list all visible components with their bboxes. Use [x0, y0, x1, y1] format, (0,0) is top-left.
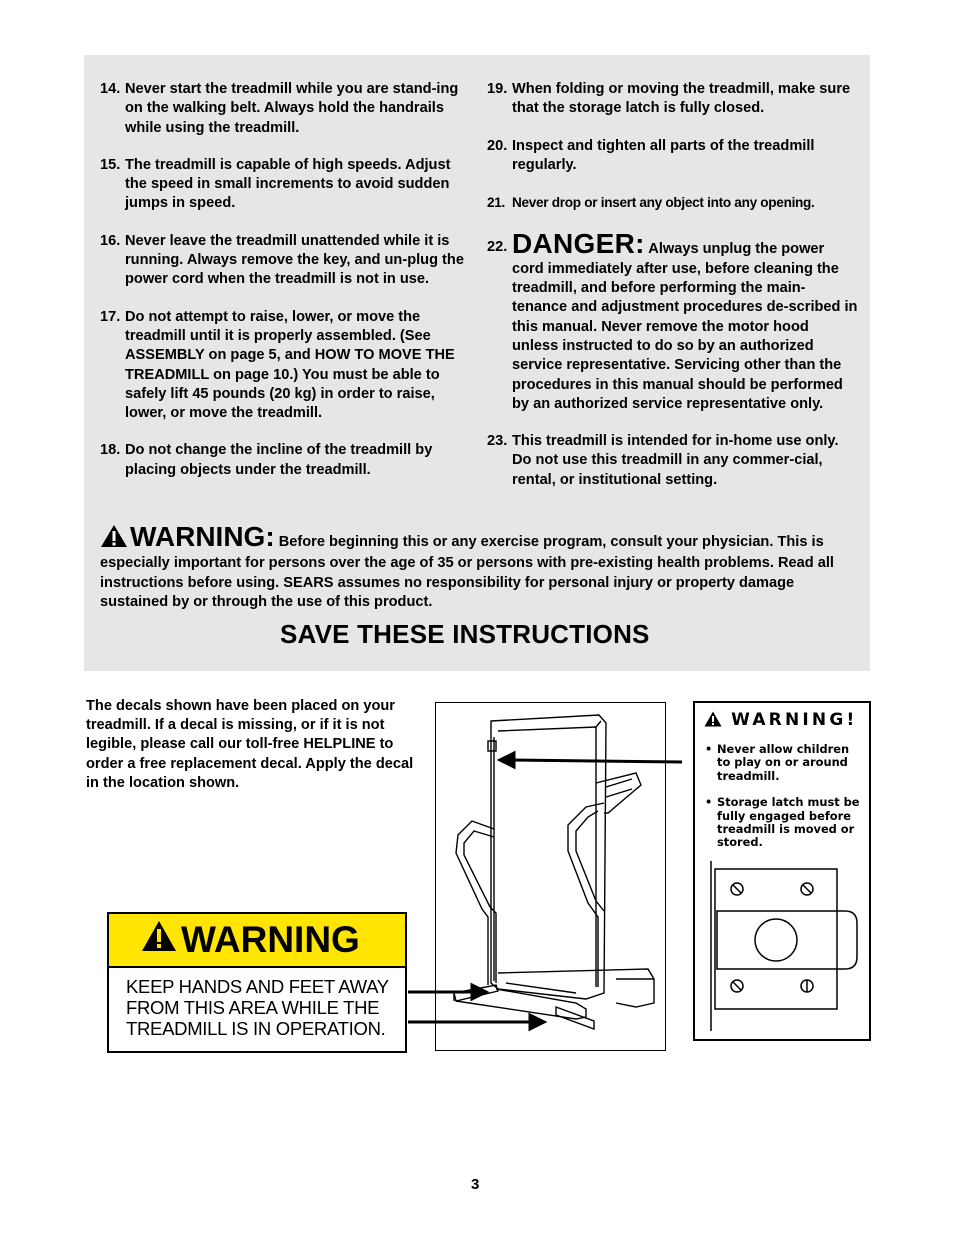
list-item: • Never allow children to play on or around treadmill. — [705, 742, 850, 783]
hands-feet-warning-decal — [107, 912, 407, 1053]
safety-item-23: 23. This treadmill is intended for in-home use only. Do not use this treadmill in any commer-cial, rental, or institutional setting. — [487, 433, 839, 488]
danger-label: DANGER: — [512, 228, 645, 260]
safety-item-14: 14. Never start the treadmill while you are stand-ing on the walking belt. Always hold the handrails while using the treadmill. — [100, 81, 459, 136]
safety-list-right — [487, 80, 859, 508]
safety-item-15: 15. The treadmill is capable of high speeds. Adjust the speed in small increments to avoid sudden jumps in speed. — [100, 156, 451, 212]
decal-header — [109, 914, 405, 968]
save-instructions-title: SAVE THESE INSTRUCTIONS — [280, 619, 650, 649]
treadmill-drawing — [436, 703, 667, 1052]
warning-triangle-icon — [100, 524, 128, 554]
safety-item-16: 16. Never leave the treadmill unattended while it is running. Always remove the key, and un-plug the power cord when the treadmill is not in use. — [100, 232, 464, 288]
safety-item-21: 21. Never drop or insert any object into any opening. — [487, 195, 815, 211]
decal-body: KEEP HANDS AND FEET AWAY FROM THIS AREA WHILE THE TREADMILL IS IN OPERATION. — [126, 976, 389, 1039]
decal-title: WARNING! — [731, 710, 858, 730]
storage-latch-decal — [693, 701, 871, 1041]
list-item: • Storage latch must be fully engaged before treadmill is moved or stored. — [705, 795, 860, 850]
general-warning: WARNING: Before beginning this or any exercise program, consult your physician. This is especially important for persons over the age of 35 or persons with pre-existing health problems. Read all instructions before using. SEARS assumes no responsibility for personal injury or property damage sustained by or through the use of this product. — [100, 521, 834, 610]
danger-item-22: 22. DANGER: Always unplug the power cord immediately after use, before cleaning the treadmill, and before performing the main-tenance and adjustment procedures de-scribed in this manual. Never remove the motor hood unless instructed to do so by an authorized service representative. Servicing other than the procedures in this manual should be performed by an authorized service representative only. — [487, 228, 858, 412]
warning-triangle-icon — [704, 711, 722, 732]
safety-item-19: 19. When folding or moving the treadmill, make sure that the storage latch is fully closed. — [487, 81, 851, 117]
safety-item-18: 18. Do not change the incline of the treadmill by placing objects under the treadmill. — [100, 442, 433, 478]
decal-header — [704, 710, 857, 732]
safety-list-left — [100, 80, 470, 498]
treadmill-illustration — [435, 702, 666, 1051]
decal-title: WARNING — [181, 919, 360, 960]
latch-plate-drawing — [695, 853, 871, 1039]
page-number: 3 — [471, 1176, 480, 1193]
safety-item-17: 17. Do not attempt to raise, lower, or move the treadmill until it is properly assembled. (See ASSEMBLY on page 5, and HOW TO MOVE THE TREADMILL on page 10.) You must be able to safely lift 45 pounds (20 kg) in order to raise, lower, or move the treadmill. — [100, 308, 455, 422]
warning-triangle-icon — [141, 919, 177, 961]
safety-item-20: 20. Inspect and tighten all parts of the treadmill regularly. — [487, 137, 815, 173]
warning-label: WARNING: — [130, 521, 275, 552]
decal-bullets — [705, 743, 865, 863]
decal-intro-text: The decals shown have been placed on your treadmill. If a decal is missing, or if it is not legible, please call our toll-free HELPLINE to order a free replacement decal. Apply the decal in the location shown. — [86, 698, 414, 791]
